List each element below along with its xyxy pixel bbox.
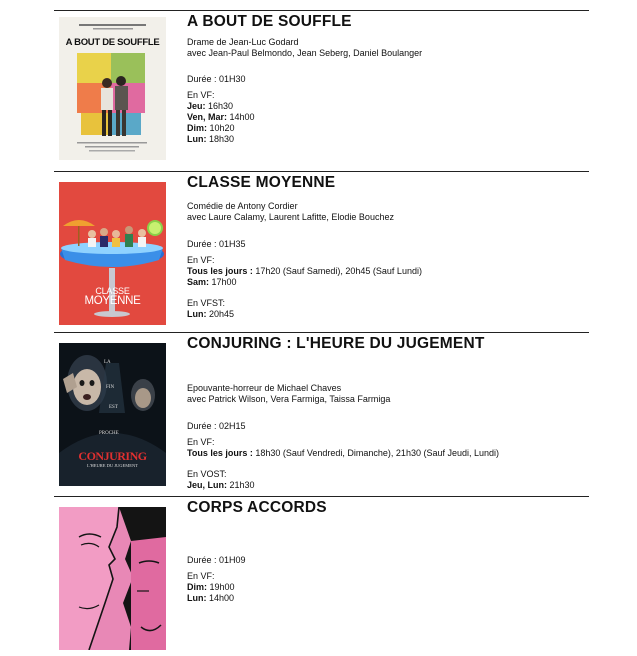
showtime-times: 17h00 [209, 277, 237, 287]
movie-card-classe-moyenne [54, 171, 589, 332]
poster-title-line1: CONJURING [78, 449, 147, 463]
version-label: En VF: [187, 90, 215, 100]
movie-card-corps-accords [54, 496, 589, 655]
poster-title-line2: L'HEURE DU JUGEMENT [86, 463, 139, 468]
showtime-row [187, 277, 237, 288]
showtime-times: 14h00 [227, 112, 255, 122]
showtime-row [187, 134, 234, 145]
poster-word-3: EST [109, 405, 118, 410]
movie-poster[interactable] [59, 17, 166, 160]
movie-title[interactable]: CONJURING : L'HEURE DU JUGEMENT [187, 335, 485, 352]
poster-title-line2: MOYENNE [84, 295, 141, 307]
showtime-days: Ven, Mar: [187, 112, 228, 122]
movie-title[interactable]: CORPS ACCORDS [187, 499, 327, 516]
showtime-row [187, 582, 235, 593]
showtime-times: 19h00 [207, 582, 235, 592]
poster-word-4: PROCHE [99, 431, 119, 436]
showtime-times: 14h00 [206, 593, 235, 603]
showtime-days: Sam: [187, 277, 210, 287]
movie-genre-director: Epouvante-horreur de Michael Chaves [187, 383, 342, 393]
movie-cast: avec Patrick Wilson, Vera Farmiga, Taissa Farmiga [187, 394, 391, 404]
showtime-days: Lun: [187, 309, 207, 319]
movie-cast: avec Laure Calamy, Laurent Lafitte, Elodie Bouchez [187, 212, 394, 222]
movie-poster[interactable] [59, 182, 166, 325]
poster-word-2: FIN [106, 385, 115, 390]
showtime-times: 18h30 [206, 134, 235, 144]
showtime-times: 17h20 (Sauf Samedi), 20h45 (Sauf Lundi) [252, 266, 422, 276]
showtime-times: 21h30 [227, 480, 255, 490]
movie-genre-director: Comédie de Antony Cordier [187, 201, 298, 211]
poster-title-line1: CLASSE [95, 286, 130, 296]
movie-poster[interactable] [59, 507, 166, 650]
showtime-days: Tous les jours : [187, 266, 253, 276]
movie-title[interactable]: CLASSE MOYENNE [187, 174, 336, 191]
showtime-times: 10h20 [207, 123, 235, 133]
showtime-row [187, 593, 234, 604]
movie-poster[interactable] [59, 343, 166, 486]
showtime-row [187, 101, 233, 112]
movie-duration: Durée : 01H35 [187, 239, 246, 249]
showtime-days: Tous les jours : [187, 448, 253, 458]
showtime-row [187, 448, 499, 459]
showtime-row [187, 123, 235, 134]
showtime-times: 18h30 (Sauf Vendredi, Dimanche), 21h30 (Sauf Jeudi, Lundi) [252, 448, 500, 458]
showtime-row [187, 266, 422, 277]
poster-title-text: A BOUT DE SOUFFLE [65, 37, 160, 48]
movie-cast: avec Jean-Paul Belmondo, Jean Seberg, Daniel Boulanger [187, 48, 423, 58]
movie-genre-director: Drame de Jean-Luc Godard [187, 37, 299, 47]
showtime-row [187, 309, 234, 320]
showtime-row [187, 480, 255, 491]
version-label: En VF: [187, 255, 215, 265]
showtime-days: Jeu, Lun: [187, 480, 227, 490]
movie-card-conjuring [54, 332, 589, 496]
version-label: En VF: [187, 437, 215, 447]
movie-duration: Durée : 02H15 [187, 421, 246, 431]
showtime-times: 20h45 [206, 309, 235, 319]
movie-title[interactable]: A BOUT DE SOUFFLE [187, 13, 352, 30]
movie-card-a-bout-de-souffle [54, 10, 589, 171]
movie-duration: Durée : 01H09 [187, 555, 246, 565]
showtime-days: Dim: [187, 123, 207, 133]
showtime-days: Dim: [187, 582, 207, 592]
version-label: En VF: [187, 571, 215, 581]
showtime-row [187, 112, 255, 123]
movie-duration: Durée : 01H30 [187, 74, 246, 84]
showtime-days: Jeu: [187, 101, 206, 111]
showtime-times: 16h30 [205, 101, 234, 111]
showtime-days: Lun: [187, 134, 207, 144]
version-label: En VFST: [187, 298, 226, 308]
showtime-days: Lun: [187, 593, 207, 603]
version-label: En VOST: [187, 469, 227, 479]
poster-word-1: LA [104, 360, 111, 365]
